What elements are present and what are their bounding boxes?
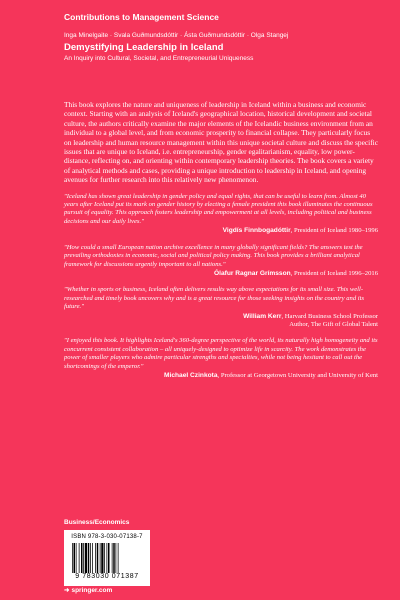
quote-attribution	[64, 227, 378, 235]
endorser-role: , President of Iceland 1980–1996	[290, 227, 378, 235]
endorser-role: , Professor at Georgetown University and University of Kent	[217, 371, 378, 379]
cover-header	[64, 12, 380, 63]
book-title: Demystifying Leadership in Iceland	[64, 42, 224, 53]
authors: Inga Minelgaite · Svala Guðmundsdóttir · Ásta Guðmundsdóttir · Olga Stangej	[64, 32, 289, 39]
endorser-name: Vigdís Finnbogadóttir	[222, 227, 291, 235]
subject-category: Business/Economics	[64, 519, 130, 526]
barcode-bars	[72, 543, 144, 573]
arrow-icon: ➜	[64, 587, 70, 594]
endorser-name: William Kerr	[243, 312, 282, 320]
quote-attribution	[64, 372, 378, 380]
quote-attribution	[64, 270, 378, 278]
endorser-role: , Harvard Business School Professor	[281, 312, 378, 320]
barcode-digits: 9 783030 071387	[75, 573, 139, 580]
series-name: Contributions to Management Science	[64, 12, 219, 22]
cover-body	[64, 100, 378, 388]
publisher-url-text: springer.com	[71, 587, 113, 594]
quote-text: "Iceland has shown great leadership in gender policy and equal rights, that can be useful to learn from. Almost 40 years after Iceland put its mark on gender history by electing a female president this book illuminates the continuous pursuit of equality. This approach fosters leadership and empowerment at all levels, including political and business decisions and our daily lives."	[64, 192, 373, 225]
endorser-name: Ólafur Ragnar Grímsson	[214, 269, 291, 277]
isbn-label: ISBN 978-3-030-07138-7	[71, 534, 143, 540]
endorsement-quote	[64, 244, 378, 279]
endorsement-quote	[64, 193, 378, 236]
quote-text: "Whether in sports or business, Iceland often delivers results way above expectations for its small size. This well-researched and timely book uncovers why and is a great resource for those seeking insights on the country and its future."	[64, 286, 365, 311]
publisher-url[interactable]	[64, 586, 112, 594]
endorsement-quote	[64, 286, 378, 329]
endorser-role-secondary: Author, The Gift of Global Talent	[289, 320, 378, 328]
quote-text: "How could a small European nation archive excellence in many globally significant fields? The answers test the prevailing orthodoxies in economic, social and political policy making. This book provides a brilliant analytical framework for discussions urgently important to all nations."	[64, 243, 363, 268]
endorser-role: , President of Iceland 1996–2016	[290, 269, 378, 277]
book-description: This book explores the nature and uniqueness of leadership in Iceland within a business and economic context. Starting with an analysis of Iceland's geographical location, historical development and societal culture, the authors critically examine the major elements of the Icelandic business environment from an individual to a global level, and from economic prosperity to financial collapse. They particularly focus on leadership and human resource management within this unique societal culture and discuss the specific issues that are unique to Iceland, i.e. entrepreneurship, gender egalitarianism, equality, low power-distance, reflecting on, and orienting within contemporary leadership theories. The book covers a variety of analytical methods and cases, providing a unique introduction to leadership in Iceland, and opening avenues for further research into this relatively new phenomenon.	[64, 100, 379, 185]
book-subtitle: An Inquiry into Cultural, Societal, and Entrepreneurial Uniqueness	[64, 55, 254, 62]
quote-text: "I enjoyed this book. It highlights Iceland's 360-degree perspective of the world, its naturally high homogeneity and its concurrent consistent collaboration – all uniquely-designed to optimize life in scarcity. The work demonstrates the power of smaller players who admire particular strengths and specialties, while not being hesitant to call out the shortcomings of the emperor."	[64, 337, 378, 370]
quote-attribution	[64, 313, 378, 330]
endorser-name: Michael Czinkota	[164, 371, 218, 379]
endorsement-quote	[64, 337, 378, 380]
barcode	[64, 530, 150, 586]
